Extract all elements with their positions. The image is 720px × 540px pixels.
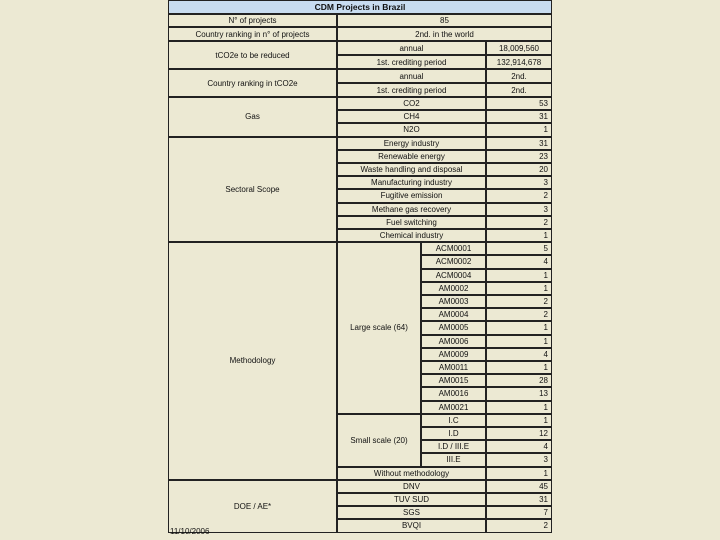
sector-row-name: Chemical industry	[337, 229, 486, 242]
method-row-value: 12	[486, 427, 552, 440]
method-row-value: 28	[486, 374, 552, 387]
method-row-value: 2	[486, 295, 552, 308]
sector-row-name: Fugitive emission	[337, 189, 486, 202]
gas-label: Gas	[168, 97, 337, 137]
method-row-name: III.E	[421, 453, 486, 466]
sector-row-value: 20	[486, 163, 552, 176]
rank-period-value: 2nd.	[486, 83, 552, 97]
method-row-value: 1	[486, 414, 552, 427]
rank-annual: annual	[337, 69, 486, 83]
tco2e-period-value: 132,914,678	[486, 55, 552, 69]
gas-row-value: 1	[486, 123, 552, 136]
method-row-value: 5	[486, 242, 552, 255]
without-methodology-label: Without methodology	[337, 467, 486, 480]
large-scale-label: Large scale (64)	[337, 242, 421, 414]
method-row-value: 4	[486, 255, 552, 268]
tco2e-annual: annual	[337, 41, 486, 55]
method-row-value: 4	[486, 440, 552, 453]
small-scale-label: Small scale (20)	[337, 414, 421, 467]
doe-row-name: DNV	[337, 480, 486, 493]
doe-row-value: 45	[486, 480, 552, 493]
method-row-value: 1	[486, 321, 552, 334]
method-row-name: AM0003	[421, 295, 486, 308]
method-row-value: 1	[486, 335, 552, 348]
projects-label: N° of projects	[168, 14, 337, 27]
rank-period: 1st. crediting period	[337, 83, 486, 97]
ranking-label: Country ranking in n° of projects	[168, 27, 337, 41]
sector-row-value: 1	[486, 229, 552, 242]
method-row-value: 3	[486, 453, 552, 466]
projects-value: 85	[337, 14, 552, 27]
method-row-name: ACM0004	[421, 269, 486, 282]
doe-row-name: SGS	[337, 506, 486, 519]
sector-row-name: Fuel switching	[337, 216, 486, 229]
method-row-name: AM0015	[421, 374, 486, 387]
method-row-value: 1	[486, 401, 552, 414]
sector-row-name: Energy industry	[337, 137, 486, 150]
method-row-name: ACM0002	[421, 255, 486, 268]
gas-row-value: 53	[486, 97, 552, 110]
rank-tco2e-label: Country ranking in tCO2e	[168, 69, 337, 97]
ranking-value: 2nd. in the world	[337, 27, 552, 41]
method-row-name: AM0016	[421, 387, 486, 400]
tco2e-label: tCO2e to be reduced	[168, 41, 337, 69]
method-row-name: I.D	[421, 427, 486, 440]
method-row-name: AM0009	[421, 348, 486, 361]
method-row-value: 13	[486, 387, 552, 400]
method-row-name: I.C	[421, 414, 486, 427]
rank-annual-value: 2nd.	[486, 69, 552, 83]
doe-row-name: TUV SUD	[337, 493, 486, 506]
sector-row-value: 2	[486, 189, 552, 202]
sectoral-label: Sectoral Scope	[168, 137, 337, 243]
doe-row-value: 7	[486, 506, 552, 519]
method-row-value: 1	[486, 269, 552, 282]
sector-row-value: 31	[486, 137, 552, 150]
sector-row-name: Methane gas recovery	[337, 203, 486, 216]
method-row-value: 1	[486, 282, 552, 295]
method-row-name: ACM0001	[421, 242, 486, 255]
method-row-name: I.D / III.E	[421, 440, 486, 453]
method-row-name: AM0006	[421, 335, 486, 348]
date-stamp: 11/10/2006	[170, 527, 210, 536]
method-row-value: 2	[486, 308, 552, 321]
tco2e-annual-value: 18,009,560	[486, 41, 552, 55]
gas-row-name: CO2	[337, 97, 486, 110]
sector-row-value: 3	[486, 176, 552, 189]
doe-row-value: 2	[486, 519, 552, 532]
method-row-name: AM0004	[421, 308, 486, 321]
sector-row-name: Renewable energy	[337, 150, 486, 163]
tco2e-period: 1st. crediting period	[337, 55, 486, 69]
sector-row-name: Manufacturing industry	[337, 176, 486, 189]
table-title: CDM Projects in Brazil	[168, 0, 552, 14]
gas-row-name: CH4	[337, 110, 486, 123]
sector-row-value: 3	[486, 203, 552, 216]
sector-row-value: 23	[486, 150, 552, 163]
method-row-name: AM0005	[421, 321, 486, 334]
methodology-label: Methodology	[168, 242, 337, 480]
cdm-table	[168, 0, 552, 531]
method-row-name: AM0002	[421, 282, 486, 295]
method-row-value: 1	[486, 361, 552, 374]
doe-row-value: 31	[486, 493, 552, 506]
sector-row-name: Waste handling and disposal	[337, 163, 486, 176]
doe-label: DOE / AE*	[168, 480, 337, 533]
method-row-name: AM0021	[421, 401, 486, 414]
method-row-value: 4	[486, 348, 552, 361]
doe-row-name: BVQI	[337, 519, 486, 532]
sector-row-value: 2	[486, 216, 552, 229]
method-row-name: AM0011	[421, 361, 486, 374]
without-methodology-value: 1	[486, 467, 552, 480]
gas-row-name: N2O	[337, 123, 486, 136]
gas-row-value: 31	[486, 110, 552, 123]
